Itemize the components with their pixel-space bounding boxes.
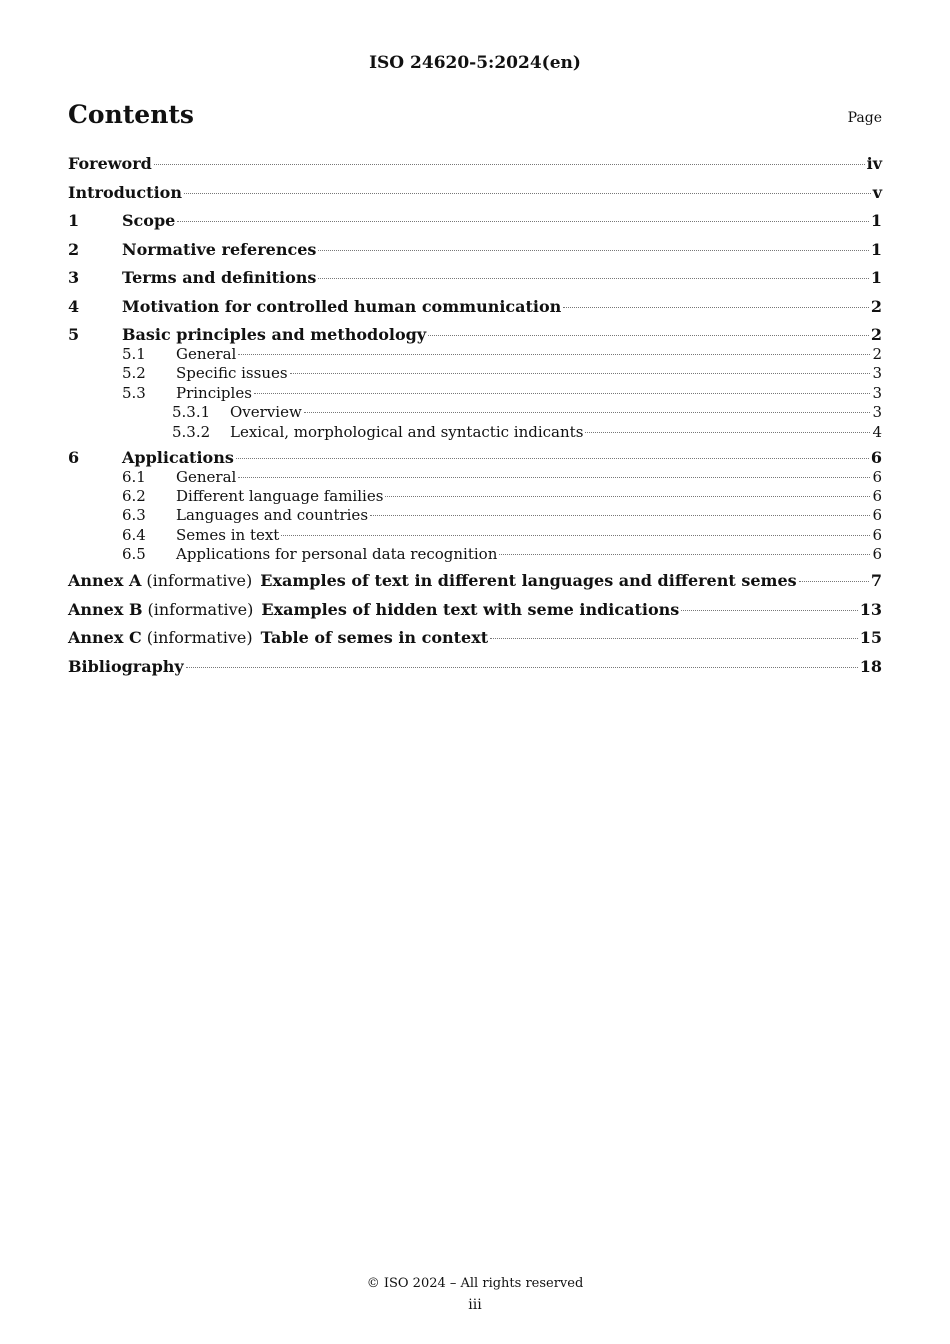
dot-leader — [186, 667, 858, 668]
dot-leader — [318, 278, 868, 279]
toc-entry-number: 5 — [68, 325, 80, 344]
toc-entry-number: 5.3.2 — [172, 422, 211, 441]
dot-leader — [385, 496, 870, 497]
toc-entry-annex-b[interactable] — [68, 599, 882, 628]
page-number: iii — [468, 1297, 482, 1313]
toc-entry-annex-c[interactable] — [68, 627, 882, 656]
toc-entry-title: Semes in text — [176, 525, 280, 544]
toc-entry-scope[interactable] — [68, 210, 882, 239]
toc-entry-title: Examples of hidden text with seme indications — [261, 599, 680, 619]
toc-page-number: 1 — [870, 239, 882, 259]
toc-entry-number: 6.4 — [122, 525, 146, 544]
toc-entry-6-4-semes-in-text[interactable] — [68, 526, 882, 545]
toc-entry-title: Basic principles and methodology — [122, 325, 427, 344]
dot-leader — [681, 610, 857, 611]
toc-page-number: 3 — [872, 403, 882, 422]
dot-leader — [585, 432, 870, 433]
copyright-notice: © ISO 2024 – All rights reserved — [366, 1276, 584, 1291]
dot-leader — [563, 307, 869, 308]
dot-leader — [236, 458, 869, 459]
dot-leader — [238, 477, 870, 478]
dot-leader — [370, 515, 870, 516]
dot-leader — [281, 535, 870, 536]
toc-page-number: 13 — [859, 599, 882, 619]
toc-entry-number: 2 — [68, 239, 80, 259]
toc-entry-number: Annex C — [68, 628, 142, 648]
toc-page-number: 6 — [872, 506, 882, 525]
toc-page-number: v — [872, 182, 882, 202]
dot-leader — [799, 581, 869, 582]
toc-page-number: 2 — [872, 345, 882, 363]
toc-entry-motivation[interactable] — [68, 296, 882, 325]
toc-entry-5-1-general[interactable] — [68, 345, 882, 364]
toc-page-number: 2 — [870, 325, 882, 344]
dot-leader — [428, 335, 869, 336]
toc-page-number: iv — [866, 154, 882, 173]
toc-entry-number: 6.1 — [122, 467, 146, 486]
toc-entry-number: Annex A — [68, 571, 142, 591]
table-of-contents — [68, 153, 882, 684]
page-column-label: Page — [847, 110, 882, 126]
toc-entry-title: Applications for personal data recognition — [176, 545, 498, 564]
dot-leader — [290, 373, 871, 374]
toc-entry-title: Principles — [176, 383, 252, 402]
toc-page-number: 3 — [872, 364, 882, 383]
toc-entry-annex-a[interactable] — [68, 570, 882, 599]
toc-entry-5-3-1-overview[interactable] — [68, 403, 882, 422]
toc-entry-title: Specific issues — [176, 364, 288, 383]
annex-type-label: (informative) — [146, 571, 253, 591]
toc-entry-5-3-principles[interactable] — [68, 384, 882, 403]
toc-entry-title: General — [176, 467, 237, 486]
toc-entry-6-5-personal-data[interactable] — [68, 545, 882, 570]
toc-entry-5-3-2-indicants[interactable] — [68, 423, 882, 447]
annex-type-label: (informative) — [146, 628, 253, 648]
toc-entry-title: Lexical, morphological and syntactic indicants — [230, 422, 584, 441]
toc-page-number: 6 — [872, 525, 882, 544]
toc-entry-title: General — [176, 345, 237, 363]
toc-entry-number: 6.2 — [122, 486, 146, 505]
toc-entry-normative-references[interactable] — [68, 239, 882, 268]
toc-entry-number: 5.3 — [122, 383, 146, 402]
dot-leader — [490, 638, 858, 639]
toc-page-number: 7 — [870, 571, 882, 591]
toc-entry-introduction[interactable] — [68, 182, 882, 211]
toc-entry-5-2-specific-issues[interactable] — [68, 364, 882, 383]
toc-entry-6-2-language-families[interactable] — [68, 487, 882, 506]
toc-entry-title: Table of semes in context — [260, 628, 489, 648]
toc-entry-title: Languages and countries — [176, 506, 369, 525]
toc-entry-number: 4 — [68, 296, 80, 316]
toc-entry-title: Examples of text in different languages and different semes — [260, 571, 797, 591]
toc-page-number: 2 — [870, 296, 882, 316]
toc-page-number: 1 — [870, 268, 882, 287]
dot-leader — [238, 354, 870, 355]
toc-entry-title: Overview — [230, 403, 302, 422]
toc-entry-title: Normative references — [122, 239, 317, 259]
dot-leader — [184, 193, 871, 194]
toc-entry-title: Applications — [122, 447, 234, 467]
toc-entry-6-1-general[interactable] — [68, 468, 882, 487]
toc-entry-title: Bibliography — [68, 656, 184, 676]
document-identifier: ISO 24620-5:2024(en) — [369, 53, 581, 73]
toc-page-number: 6 — [872, 467, 882, 486]
toc-entry-number: 3 — [68, 268, 80, 287]
dot-leader — [499, 554, 870, 555]
toc-entry-number: 1 — [68, 211, 80, 230]
toc-entry-title: Foreword — [68, 154, 152, 173]
toc-entry-6-3-languages-countries[interactable] — [68, 506, 882, 525]
toc-entry-number: 5.3.1 — [172, 403, 211, 422]
toc-entry-number: 6.3 — [122, 506, 146, 525]
dot-leader — [254, 393, 871, 394]
toc-entry-number: 6 — [68, 447, 80, 467]
annex-type-label: (informative) — [147, 599, 254, 619]
contents-title: Contents — [68, 100, 195, 129]
dot-leader — [154, 164, 865, 165]
toc-entry-title: Motivation for controlled human communication — [122, 296, 562, 316]
toc-page-number: 6 — [870, 447, 882, 467]
toc-entry-basic-principles[interactable] — [68, 324, 882, 345]
toc-entry-foreword[interactable] — [68, 153, 882, 182]
toc-entry-title: Introduction — [68, 182, 182, 202]
toc-page-number: 4 — [872, 422, 882, 441]
toc-page-number: 18 — [859, 656, 882, 676]
toc-page-number: 1 — [870, 211, 882, 230]
toc-entry-number: 6.5 — [122, 545, 146, 564]
toc-entry-title: Terms and definitions — [122, 268, 317, 287]
contents-header — [68, 100, 882, 134]
toc-entry-title: Scope — [122, 211, 176, 230]
toc-page-number: 6 — [872, 486, 882, 505]
toc-entry-number: Annex B — [68, 599, 143, 619]
dot-leader — [318, 250, 868, 251]
toc-entry-number: 5.1 — [122, 345, 146, 363]
toc-page-number: 3 — [872, 383, 882, 402]
toc-entry-number: 5.2 — [122, 364, 146, 383]
toc-entry-title: Different language families — [176, 486, 384, 505]
dot-leader — [177, 221, 869, 222]
toc-entry-terms-and-definitions[interactable] — [68, 267, 882, 296]
toc-entry-applications[interactable] — [68, 447, 882, 468]
toc-entry-bibliography[interactable] — [68, 656, 882, 685]
toc-page-number: 15 — [859, 628, 882, 648]
dot-leader — [304, 412, 871, 413]
toc-page-number: 6 — [872, 545, 882, 564]
